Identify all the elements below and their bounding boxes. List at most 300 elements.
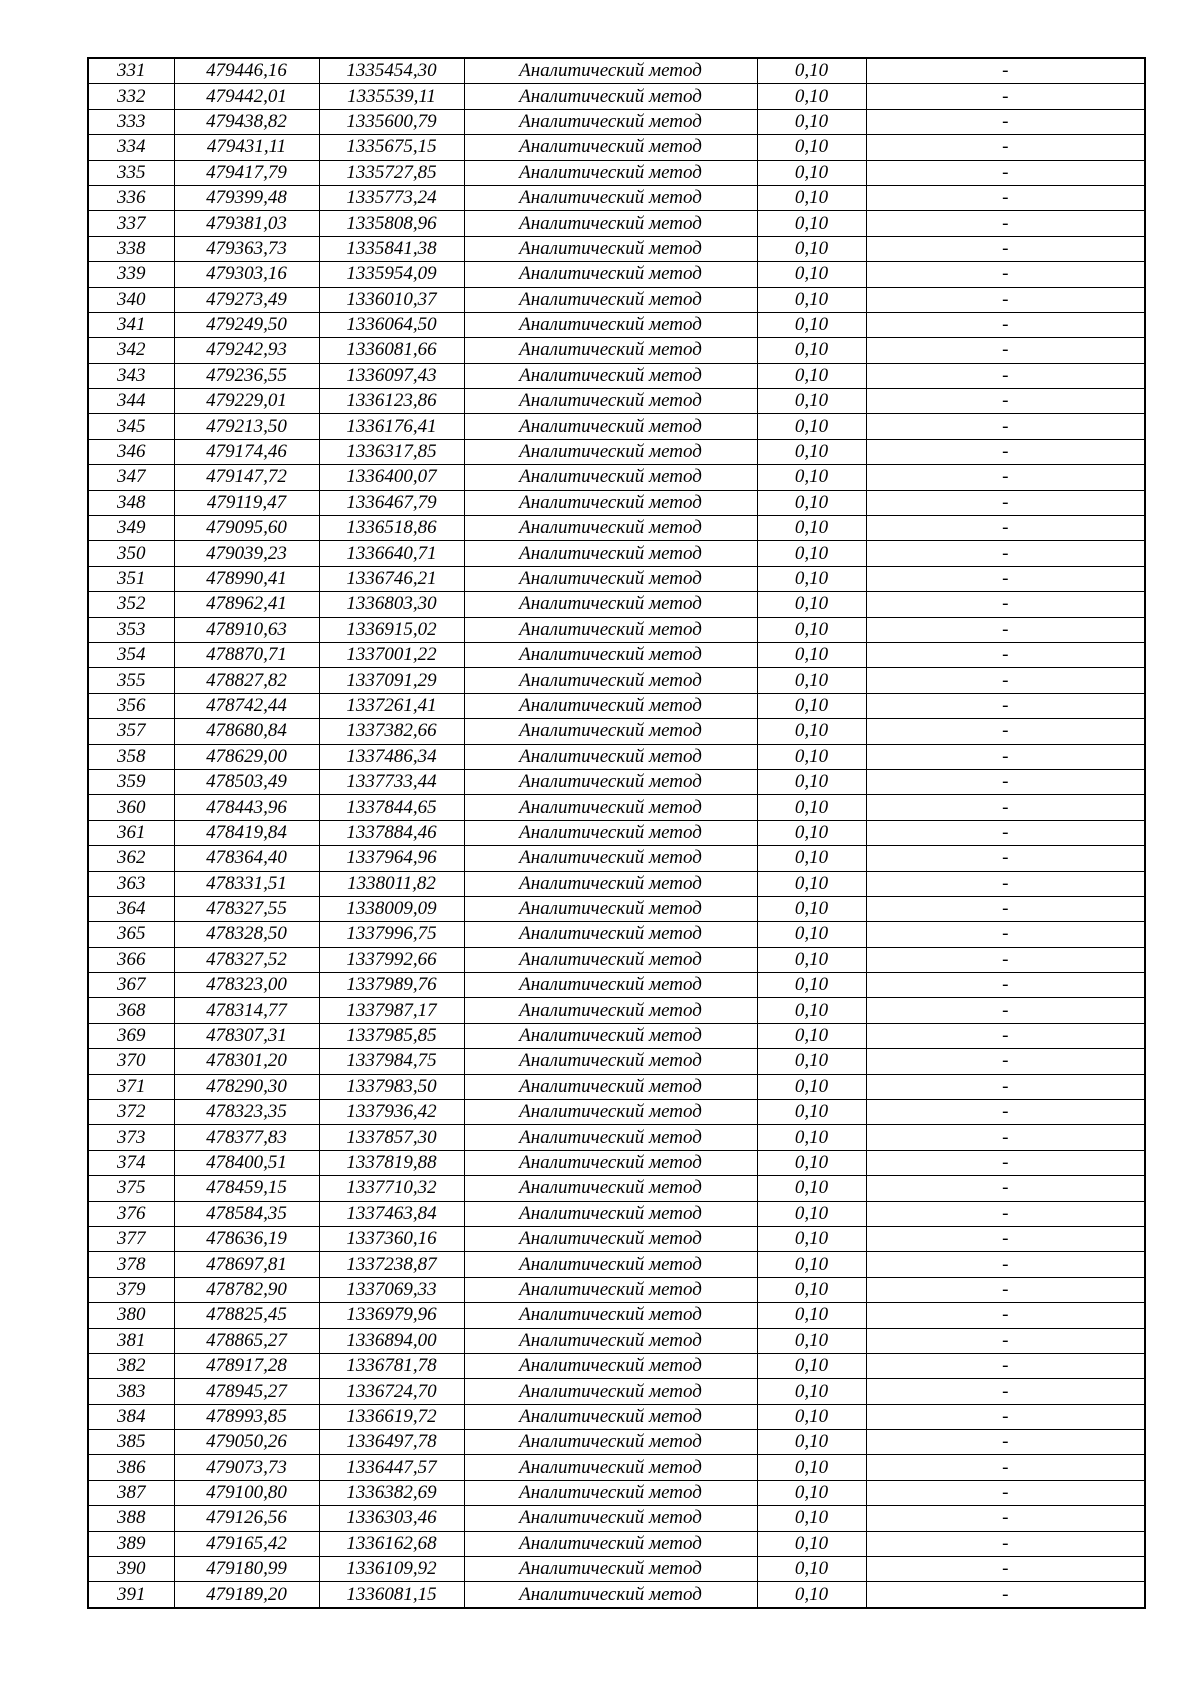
method-cell: Аналитический метод xyxy=(464,1531,757,1556)
description-cell: - xyxy=(866,1506,1145,1531)
point-number-cell: 340 xyxy=(88,287,174,312)
method-cell: Аналитический метод xyxy=(464,211,757,236)
x-coordinate-cell: 478636,19 xyxy=(174,1226,319,1251)
method-cell: Аналитический метод xyxy=(464,1125,757,1150)
description-cell: - xyxy=(866,668,1145,693)
description-cell: - xyxy=(866,312,1145,337)
y-coordinate-cell: 1336400,07 xyxy=(319,465,464,490)
y-coordinate-cell: 1336176,41 xyxy=(319,414,464,439)
description-cell: - xyxy=(866,617,1145,642)
table-row xyxy=(88,1023,1145,1048)
point-number-cell: 388 xyxy=(88,1506,174,1531)
x-coordinate-cell: 478697,81 xyxy=(174,1252,319,1277)
x-coordinate-cell: 479442,01 xyxy=(174,84,319,109)
y-coordinate-cell: 1338009,09 xyxy=(319,896,464,921)
description-cell: - xyxy=(866,338,1145,363)
y-coordinate-cell: 1337992,66 xyxy=(319,947,464,972)
point-number-cell: 384 xyxy=(88,1404,174,1429)
y-coordinate-cell: 1335600,79 xyxy=(319,109,464,134)
x-coordinate-cell: 479381,03 xyxy=(174,211,319,236)
x-coordinate-cell: 478827,82 xyxy=(174,668,319,693)
method-cell: Аналитический метод xyxy=(464,414,757,439)
accuracy-cell: 0,10 xyxy=(757,896,866,921)
table-row xyxy=(88,1582,1145,1608)
x-coordinate-cell: 479399,48 xyxy=(174,185,319,210)
y-coordinate-cell: 1337819,88 xyxy=(319,1150,464,1175)
accuracy-cell: 0,10 xyxy=(757,465,866,490)
accuracy-cell: 0,10 xyxy=(757,439,866,464)
accuracy-cell: 0,10 xyxy=(757,236,866,261)
table-row xyxy=(88,592,1145,617)
description-cell: - xyxy=(866,1176,1145,1201)
accuracy-cell: 0,10 xyxy=(757,1150,866,1175)
description-cell: - xyxy=(866,1303,1145,1328)
method-cell: Аналитический метод xyxy=(464,693,757,718)
method-cell: Аналитический метод xyxy=(464,58,757,84)
method-cell: Аналитический метод xyxy=(464,1404,757,1429)
accuracy-cell: 0,10 xyxy=(757,744,866,769)
y-coordinate-cell: 1337983,50 xyxy=(319,1074,464,1099)
x-coordinate-cell: 478301,20 xyxy=(174,1049,319,1074)
method-cell: Аналитический метод xyxy=(464,1176,757,1201)
y-coordinate-cell: 1335773,24 xyxy=(319,185,464,210)
x-coordinate-cell: 478331,51 xyxy=(174,871,319,896)
point-number-cell: 344 xyxy=(88,389,174,414)
y-coordinate-cell: 1336640,71 xyxy=(319,541,464,566)
method-cell: Аналитический метод xyxy=(464,363,757,388)
y-coordinate-cell: 1337987,17 xyxy=(319,998,464,1023)
table-row xyxy=(88,1125,1145,1150)
description-cell: - xyxy=(866,236,1145,261)
accuracy-cell: 0,10 xyxy=(757,998,866,1023)
y-coordinate-cell: 1337857,30 xyxy=(319,1125,464,1150)
y-coordinate-cell: 1336803,30 xyxy=(319,592,464,617)
description-cell: - xyxy=(866,465,1145,490)
point-number-cell: 343 xyxy=(88,363,174,388)
table-row xyxy=(88,1150,1145,1175)
accuracy-cell: 0,10 xyxy=(757,490,866,515)
description-cell: - xyxy=(866,262,1145,287)
method-cell: Аналитический метод xyxy=(464,642,757,667)
accuracy-cell: 0,10 xyxy=(757,642,866,667)
y-coordinate-cell: 1335539,11 xyxy=(319,84,464,109)
point-number-cell: 364 xyxy=(88,896,174,921)
table-row xyxy=(88,1226,1145,1251)
accuracy-cell: 0,10 xyxy=(757,1379,866,1404)
table-row xyxy=(88,1404,1145,1429)
x-coordinate-cell: 478377,83 xyxy=(174,1125,319,1150)
point-number-cell: 365 xyxy=(88,922,174,947)
accuracy-cell: 0,10 xyxy=(757,1023,866,1048)
description-cell: - xyxy=(866,84,1145,109)
point-number-cell: 363 xyxy=(88,871,174,896)
x-coordinate-cell: 479236,55 xyxy=(174,363,319,388)
description-cell: - xyxy=(866,1201,1145,1226)
table-row xyxy=(88,922,1145,947)
coordinates-table xyxy=(87,57,1146,1609)
point-number-cell: 372 xyxy=(88,1100,174,1125)
table-row xyxy=(88,1455,1145,1480)
table-row xyxy=(88,795,1145,820)
x-coordinate-cell: 478327,52 xyxy=(174,947,319,972)
point-number-cell: 359 xyxy=(88,769,174,794)
y-coordinate-cell: 1337710,32 xyxy=(319,1176,464,1201)
accuracy-cell: 0,10 xyxy=(757,414,866,439)
table-row xyxy=(88,820,1145,845)
table-row xyxy=(88,744,1145,769)
method-cell: Аналитический метод xyxy=(464,795,757,820)
table-row xyxy=(88,262,1145,287)
x-coordinate-cell: 478990,41 xyxy=(174,566,319,591)
y-coordinate-cell: 1336979,96 xyxy=(319,1303,464,1328)
table-row xyxy=(88,490,1145,515)
description-cell: - xyxy=(866,566,1145,591)
accuracy-cell: 0,10 xyxy=(757,1506,866,1531)
x-coordinate-cell: 478584,35 xyxy=(174,1201,319,1226)
table-row xyxy=(88,1430,1145,1455)
x-coordinate-cell: 478503,49 xyxy=(174,769,319,794)
accuracy-cell: 0,10 xyxy=(757,1226,866,1251)
point-number-cell: 347 xyxy=(88,465,174,490)
y-coordinate-cell: 1336317,85 xyxy=(319,439,464,464)
y-coordinate-cell: 1335727,85 xyxy=(319,160,464,185)
table-row xyxy=(88,236,1145,261)
y-coordinate-cell: 1336081,15 xyxy=(319,1582,464,1608)
point-number-cell: 362 xyxy=(88,846,174,871)
x-coordinate-cell: 479273,49 xyxy=(174,287,319,312)
table-row xyxy=(88,185,1145,210)
accuracy-cell: 0,10 xyxy=(757,135,866,160)
x-coordinate-cell: 478327,55 xyxy=(174,896,319,921)
y-coordinate-cell: 1337964,96 xyxy=(319,846,464,871)
x-coordinate-cell: 478865,27 xyxy=(174,1328,319,1353)
point-number-cell: 390 xyxy=(88,1557,174,1582)
description-cell: - xyxy=(866,896,1145,921)
point-number-cell: 380 xyxy=(88,1303,174,1328)
x-coordinate-cell: 478782,90 xyxy=(174,1277,319,1302)
method-cell: Аналитический метод xyxy=(464,1455,757,1480)
x-coordinate-cell: 478459,15 xyxy=(174,1176,319,1201)
point-number-cell: 335 xyxy=(88,160,174,185)
x-coordinate-cell: 479100,80 xyxy=(174,1480,319,1505)
accuracy-cell: 0,10 xyxy=(757,795,866,820)
accuracy-cell: 0,10 xyxy=(757,516,866,541)
point-number-cell: 376 xyxy=(88,1201,174,1226)
description-cell: - xyxy=(866,541,1145,566)
method-cell: Аналитический метод xyxy=(464,516,757,541)
method-cell: Аналитический метод xyxy=(464,1201,757,1226)
table-row xyxy=(88,1049,1145,1074)
point-number-cell: 337 xyxy=(88,211,174,236)
y-coordinate-cell: 1336619,72 xyxy=(319,1404,464,1429)
method-cell: Аналитический метод xyxy=(464,744,757,769)
y-coordinate-cell: 1336497,78 xyxy=(319,1430,464,1455)
method-cell: Аналитический метод xyxy=(464,1379,757,1404)
table-row xyxy=(88,947,1145,972)
method-cell: Аналитический метод xyxy=(464,566,757,591)
accuracy-cell: 0,10 xyxy=(757,871,866,896)
table-row xyxy=(88,846,1145,871)
description-cell: - xyxy=(866,1328,1145,1353)
point-number-cell: 368 xyxy=(88,998,174,1023)
accuracy-cell: 0,10 xyxy=(757,973,866,998)
method-cell: Аналитический метод xyxy=(464,287,757,312)
x-coordinate-cell: 478945,27 xyxy=(174,1379,319,1404)
description-cell: - xyxy=(866,389,1145,414)
table-row xyxy=(88,135,1145,160)
description-cell: - xyxy=(866,642,1145,667)
table-row xyxy=(88,211,1145,236)
point-number-cell: 370 xyxy=(88,1049,174,1074)
y-coordinate-cell: 1337884,46 xyxy=(319,820,464,845)
description-cell: - xyxy=(866,135,1145,160)
method-cell: Аналитический метод xyxy=(464,439,757,464)
table-row xyxy=(88,1480,1145,1505)
point-number-cell: 387 xyxy=(88,1480,174,1505)
table-row xyxy=(88,1201,1145,1226)
x-coordinate-cell: 478419,84 xyxy=(174,820,319,845)
description-cell: - xyxy=(866,719,1145,744)
y-coordinate-cell: 1337936,42 xyxy=(319,1100,464,1125)
y-coordinate-cell: 1336467,79 xyxy=(319,490,464,515)
method-cell: Аналитический метод xyxy=(464,617,757,642)
x-coordinate-cell: 479417,79 xyxy=(174,160,319,185)
accuracy-cell: 0,10 xyxy=(757,160,866,185)
description-cell: - xyxy=(866,592,1145,617)
method-cell: Аналитический метод xyxy=(464,592,757,617)
method-cell: Аналитический метод xyxy=(464,109,757,134)
method-cell: Аналитический метод xyxy=(464,668,757,693)
method-cell: Аналитический метод xyxy=(464,922,757,947)
accuracy-cell: 0,10 xyxy=(757,363,866,388)
method-cell: Аналитический метод xyxy=(464,135,757,160)
x-coordinate-cell: 478323,00 xyxy=(174,973,319,998)
description-cell: - xyxy=(866,744,1145,769)
method-cell: Аналитический метод xyxy=(464,820,757,845)
table-row xyxy=(88,541,1145,566)
point-number-cell: 349 xyxy=(88,516,174,541)
point-number-cell: 331 xyxy=(88,58,174,84)
table-row xyxy=(88,1303,1145,1328)
table-row xyxy=(88,312,1145,337)
x-coordinate-cell: 478870,71 xyxy=(174,642,319,667)
description-cell: - xyxy=(866,160,1145,185)
table-row xyxy=(88,1328,1145,1353)
point-number-cell: 358 xyxy=(88,744,174,769)
y-coordinate-cell: 1335841,38 xyxy=(319,236,464,261)
y-coordinate-cell: 1336097,43 xyxy=(319,363,464,388)
method-cell: Аналитический метод xyxy=(464,1100,757,1125)
description-cell: - xyxy=(866,998,1145,1023)
point-number-cell: 385 xyxy=(88,1430,174,1455)
method-cell: Аналитический метод xyxy=(464,1150,757,1175)
method-cell: Аналитический метод xyxy=(464,1328,757,1353)
method-cell: Аналитический метод xyxy=(464,1557,757,1582)
accuracy-cell: 0,10 xyxy=(757,287,866,312)
table-row xyxy=(88,1074,1145,1099)
table-row xyxy=(88,1252,1145,1277)
method-cell: Аналитический метод xyxy=(464,1277,757,1302)
table-row xyxy=(88,1506,1145,1531)
table-row xyxy=(88,84,1145,109)
point-number-cell: 371 xyxy=(88,1074,174,1099)
table-row xyxy=(88,1353,1145,1378)
method-cell: Аналитический метод xyxy=(464,262,757,287)
table-row xyxy=(88,896,1145,921)
point-number-cell: 355 xyxy=(88,668,174,693)
x-coordinate-cell: 479126,56 xyxy=(174,1506,319,1531)
x-coordinate-cell: 479174,46 xyxy=(174,439,319,464)
x-coordinate-cell: 479147,72 xyxy=(174,465,319,490)
table-row xyxy=(88,668,1145,693)
y-coordinate-cell: 1336303,46 xyxy=(319,1506,464,1531)
x-coordinate-cell: 479165,42 xyxy=(174,1531,319,1556)
point-number-cell: 391 xyxy=(88,1582,174,1608)
point-number-cell: 361 xyxy=(88,820,174,845)
accuracy-cell: 0,10 xyxy=(757,1252,866,1277)
x-coordinate-cell: 479303,16 xyxy=(174,262,319,287)
table-row xyxy=(88,617,1145,642)
y-coordinate-cell: 1337261,41 xyxy=(319,693,464,718)
accuracy-cell: 0,10 xyxy=(757,1480,866,1505)
accuracy-cell: 0,10 xyxy=(757,1404,866,1429)
description-cell: - xyxy=(866,490,1145,515)
accuracy-cell: 0,10 xyxy=(757,1531,866,1556)
description-cell: - xyxy=(866,1582,1145,1608)
point-number-cell: 336 xyxy=(88,185,174,210)
x-coordinate-cell: 478825,45 xyxy=(174,1303,319,1328)
point-number-cell: 374 xyxy=(88,1150,174,1175)
description-cell: - xyxy=(866,1455,1145,1480)
point-number-cell: 338 xyxy=(88,236,174,261)
description-cell: - xyxy=(866,947,1145,972)
accuracy-cell: 0,10 xyxy=(757,1100,866,1125)
method-cell: Аналитический метод xyxy=(464,1303,757,1328)
y-coordinate-cell: 1335954,09 xyxy=(319,262,464,287)
accuracy-cell: 0,10 xyxy=(757,541,866,566)
table-row xyxy=(88,719,1145,744)
method-cell: Аналитический метод xyxy=(464,541,757,566)
point-number-cell: 346 xyxy=(88,439,174,464)
x-coordinate-cell: 479050,26 xyxy=(174,1430,319,1455)
point-number-cell: 367 xyxy=(88,973,174,998)
accuracy-cell: 0,10 xyxy=(757,846,866,871)
x-coordinate-cell: 478742,44 xyxy=(174,693,319,718)
description-cell: - xyxy=(866,1480,1145,1505)
y-coordinate-cell: 1336894,00 xyxy=(319,1328,464,1353)
table-row xyxy=(88,414,1145,439)
description-cell: - xyxy=(866,1252,1145,1277)
description-cell: - xyxy=(866,1150,1145,1175)
description-cell: - xyxy=(866,1557,1145,1582)
point-number-cell: 345 xyxy=(88,414,174,439)
y-coordinate-cell: 1335675,15 xyxy=(319,135,464,160)
method-cell: Аналитический метод xyxy=(464,1226,757,1251)
point-number-cell: 369 xyxy=(88,1023,174,1048)
table-row xyxy=(88,1379,1145,1404)
x-coordinate-cell: 478290,30 xyxy=(174,1074,319,1099)
description-cell: - xyxy=(866,1379,1145,1404)
x-coordinate-cell: 478443,96 xyxy=(174,795,319,820)
point-number-cell: 357 xyxy=(88,719,174,744)
method-cell: Аналитический метод xyxy=(464,947,757,972)
description-cell: - xyxy=(866,1430,1145,1455)
x-coordinate-cell: 478910,63 xyxy=(174,617,319,642)
method-cell: Аналитический метод xyxy=(464,465,757,490)
description-cell: - xyxy=(866,414,1145,439)
description-cell: - xyxy=(866,795,1145,820)
x-coordinate-cell: 479095,60 xyxy=(174,516,319,541)
y-coordinate-cell: 1336724,70 xyxy=(319,1379,464,1404)
description-cell: - xyxy=(866,185,1145,210)
method-cell: Аналитический метод xyxy=(464,160,757,185)
description-cell: - xyxy=(866,109,1145,134)
description-cell: - xyxy=(866,871,1145,896)
method-cell: Аналитический метод xyxy=(464,896,757,921)
table-row xyxy=(88,1277,1145,1302)
accuracy-cell: 0,10 xyxy=(757,1074,866,1099)
description-cell: - xyxy=(866,1404,1145,1429)
table-row xyxy=(88,871,1145,896)
y-coordinate-cell: 1337989,76 xyxy=(319,973,464,998)
point-number-cell: 342 xyxy=(88,338,174,363)
y-coordinate-cell: 1338011,82 xyxy=(319,871,464,896)
description-cell: - xyxy=(866,1023,1145,1048)
description-cell: - xyxy=(866,58,1145,84)
x-coordinate-cell: 479039,23 xyxy=(174,541,319,566)
accuracy-cell: 0,10 xyxy=(757,668,866,693)
method-cell: Аналитический метод xyxy=(464,312,757,337)
x-coordinate-cell: 479431,11 xyxy=(174,135,319,160)
table-row xyxy=(88,287,1145,312)
y-coordinate-cell: 1336518,86 xyxy=(319,516,464,541)
point-number-cell: 366 xyxy=(88,947,174,972)
point-number-cell: 332 xyxy=(88,84,174,109)
y-coordinate-cell: 1337001,22 xyxy=(319,642,464,667)
table-row xyxy=(88,439,1145,464)
table-row xyxy=(88,58,1145,84)
description-cell: - xyxy=(866,973,1145,998)
y-coordinate-cell: 1335454,30 xyxy=(319,58,464,84)
accuracy-cell: 0,10 xyxy=(757,922,866,947)
x-coordinate-cell: 478364,40 xyxy=(174,846,319,871)
table-row xyxy=(88,160,1145,185)
y-coordinate-cell: 1337069,33 xyxy=(319,1277,464,1302)
x-coordinate-cell: 478314,77 xyxy=(174,998,319,1023)
accuracy-cell: 0,10 xyxy=(757,84,866,109)
x-coordinate-cell: 479242,93 xyxy=(174,338,319,363)
x-coordinate-cell: 478917,28 xyxy=(174,1353,319,1378)
y-coordinate-cell: 1337984,75 xyxy=(319,1049,464,1074)
x-coordinate-cell: 479180,99 xyxy=(174,1557,319,1582)
point-number-cell: 353 xyxy=(88,617,174,642)
point-number-cell: 382 xyxy=(88,1353,174,1378)
y-coordinate-cell: 1336162,68 xyxy=(319,1531,464,1556)
accuracy-cell: 0,10 xyxy=(757,1049,866,1074)
table-row xyxy=(88,998,1145,1023)
point-number-cell: 383 xyxy=(88,1379,174,1404)
y-coordinate-cell: 1337382,66 xyxy=(319,719,464,744)
point-number-cell: 360 xyxy=(88,795,174,820)
table-row xyxy=(88,338,1145,363)
table-row xyxy=(88,566,1145,591)
description-cell: - xyxy=(866,769,1145,794)
y-coordinate-cell: 1337733,44 xyxy=(319,769,464,794)
x-coordinate-cell: 479249,50 xyxy=(174,312,319,337)
point-number-cell: 386 xyxy=(88,1455,174,1480)
description-cell: - xyxy=(866,1074,1145,1099)
description-cell: - xyxy=(866,1353,1145,1378)
